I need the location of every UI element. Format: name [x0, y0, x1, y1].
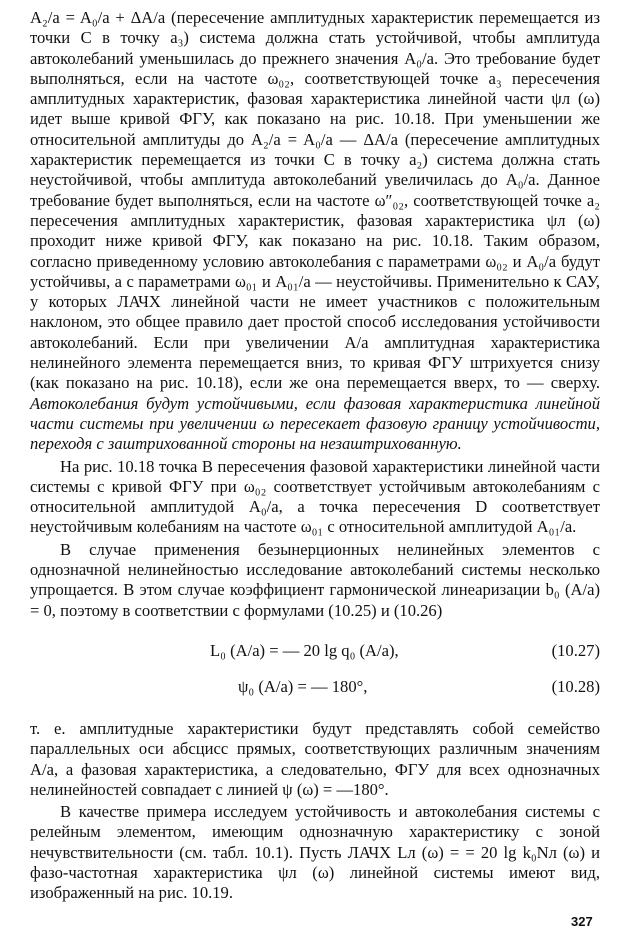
paragraph-1-text: A₂/a = A₀/a + ΔA/a (пересечение амплитудных характеристик перемещается из точки C в точку a₃) система должна стать устойчивой, чтобы амплитуда автоколебаний уменьшилась до прежнего значения A₀/a. Это требование будет выполняться, если на частоте ω₀₂, соответствующей точке a₃ пересечения амплитудных характеристик, фазовая характеристика линейной части ψл (ω) идет выше кривой ФГУ, как показано на рис. 10.18. При уменьшении же относительной амплитуды до A₂/a = A₀/a — ΔA/a (пересечение амплитудных характеристик перемещается из точки C в точку a₂) система должна стать неустойчивой, чтобы амплитуда автоколебаний увеличилась до A₀/a. Данное требование будет выполняться, если на частоте ω″₀₂, соответствующей точке a₂ пересечения амплитудных характеристик, фазовая характеристика ψл (ω) проходит ниже кривой ФГУ, как показано на рис. 10.18. Таким образом, согласно приведенному условию автоколебания с параметрами ω₀₂ и A₀/a будут устойчивы, а с параметрами ω₀₁ и A₀₁/a — неустойчивы. Применительно к САУ, у которых ЛАЧХ линейной части не имеет участников с положительным наклоном, это общее правило дает простой способ исследования устойчивости автоколебаний. Если при увеличении A/a амплитудная характеристика нелинейного элемента перемещается вниз, то кривая ФГУ штрихуется снизу (как показано на рис. 10.18), если же она перемещается вверх, то — сверху. [30, 8, 600, 393]
paragraph-points-b-d: На рис. 10.18 точка B пересечения фазовой характеристики линейной части системы с кривой ФГУ при ω₀₂ соответствует устойчивым автоколебаниям с относительной амплитудой A₀/a, а точка пересечения D соответствует неустойчивым колебаниям на частоте ω₀₁ с относительной амплитудой A₀₁/a. [30, 456, 600, 537]
paragraph-relay-example: В качестве примера исследуем устойчивость и автоколебания системы с релейным элементом, имеющим однозначную характеристику с зоной нечувствительности (см. табл. 10.1). Пусть ЛАЧХ Lл (ω) = = 20 lg k₀Nл (ω) и фазо-частотная характеристика ψл (ω) линейной системы имеют вид, изображенный на рис. 10.19. [30, 802, 600, 903]
paragraph-amplitude-characteristics: т. е. амплитудные характеристики будут представлять собой семейство параллельных оси абсцисс прямых, соответствующих различным значениям A/a, а фазовая характеристика, а следовательно, ФГУ для всех однозначных нелинейностей совпадает с линией ψ (ω) = —180°. [30, 718, 600, 799]
equation-10-27-expression: L₀ (A/a) = — 20 lg q₀ (A/a), [210, 640, 399, 660]
equations-block [30, 635, 600, 707]
equation-10-28-number: (10.28) [551, 676, 600, 696]
body-text [30, 8, 600, 904]
paragraph-stability-condition [30, 8, 600, 455]
equation-10-27-number: (10.27) [551, 640, 600, 660]
equation-10-28-expression: ψ₀ (A/a) = — 180°, [238, 676, 368, 696]
equation-10-27 [30, 635, 600, 671]
stability-rule-italic: Автоколебания будут устойчивыми, если фазовая характеристика линейной части системы при увеличении ω пересекает фазовую границу устойчивости, переходя с заштрихованной стороны на незаштрихованную. [30, 393, 600, 454]
paragraph-inertialess-elements: В случае применения безынерционных нелинейных элементов с однозначной нелинейностью исследование автоколебаний системы несколько упрощается. В этом случае коэффициент гармонической линеаризации b₀ (A/a) = 0, поэтому в соответствии с формулами (10.25) и (10.26) [30, 539, 600, 620]
equation-10-28 [30, 671, 600, 707]
page-number: 327 [571, 914, 593, 929]
